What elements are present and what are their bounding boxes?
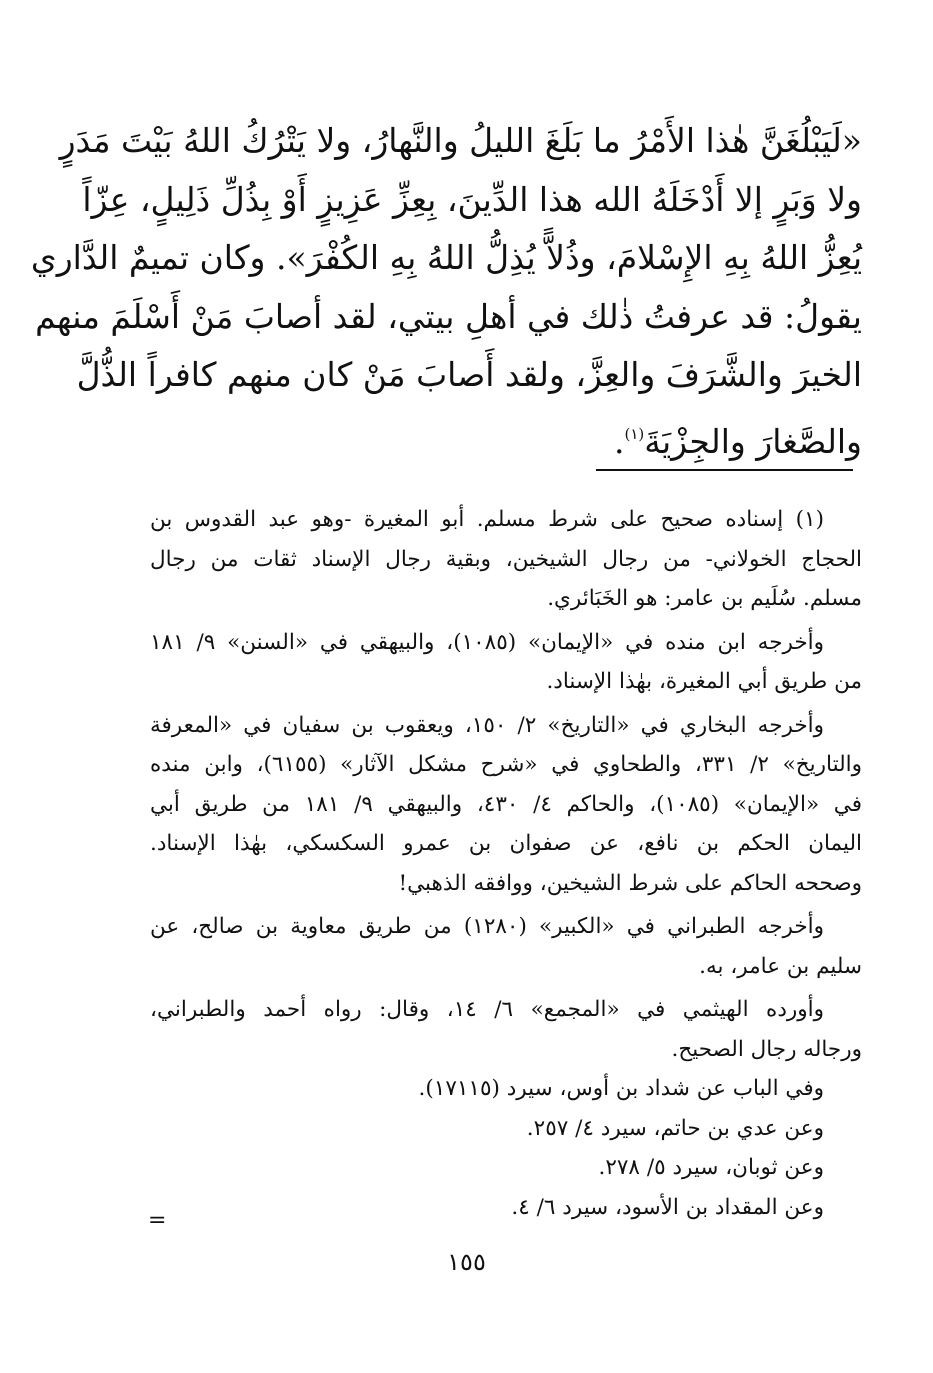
main-text-last-line — [140, 405, 862, 464]
see-also-list — [150, 1069, 862, 1227]
footnote-line: من طريق أبي المغيرة، بهٰذا الإسناد. — [546, 669, 862, 694]
footnote-line: مسلم. سُلَيم بن عامر: هو الخَبَائري. — [547, 586, 862, 611]
footnote-line: اليمان الحكم بن نافع، عن صفوان بن عمرو السكسكي، بهٰذا الإسناد. — [150, 831, 862, 856]
footnote-line: وأخرجه البخاري في «التاريخ» ٢/ ١٥٠، ويعقوب بن سفيان في «المعرفة — [150, 712, 824, 738]
main-text-line: يقولُ: قد عرفتُ ذٰلك في أهلِ بيتي، لقد أصابَ مَنْ أَسْلَمَ منهم — [35, 296, 862, 336]
footnote-paragraph — [150, 500, 862, 619]
footnote-line: والتاريخ» ٢/ ٣٣١، والطحاوي في «شرح مشكل الآثار» (٦١٥٥)، وابن منده — [150, 752, 862, 777]
footnote-paragraph — [150, 907, 862, 986]
footnote-line: وأورده الهيثمي في «المجمع» ٦/ ١٤، وقال: رواه أحمد والطبراني، — [150, 997, 825, 1022]
main-text-line: يُعِزُّ اللهُ بِهِ الإِسْلامَ، وذُلاًّ يُذِلُّ اللهُ بِهِ الكُفْرَ». وكان تميمٌ الدَّاري — [30, 238, 862, 277]
footnote-reference: (١) — [624, 424, 645, 443]
footnote-line: (١) إسناده صحيح على شرط مسلم. أبو المغيرة -وهو عبد القدوس بن — [150, 507, 824, 532]
footnote-line: وأخرجه الطبراني في «الكبير» (١٢٨٠) من طريق معاوية بن صالح، عن — [150, 914, 825, 939]
main-text-line: والصَّغارَ والجِزْيَةَ — [644, 421, 862, 461]
main-text-line: ولا وَبَرٍ إلا أَدْخَلَهُ الله هذا الدِّينَ، بِعِزِّ عَزِيزٍ أَوْ بِذُلِّ ذَلِيلٍ، عِزّاً — [82, 179, 862, 219]
footnote-paragraph — [150, 990, 862, 1069]
footnotes — [150, 500, 862, 1227]
see-also-line: وفي الباب عن شداد بن أوس، سيرد (١٧١١٥). — [418, 1076, 824, 1101]
see-also-line: وعن عدي بن حاتم، سيرد ٤/ ٢٥٧. — [526, 1115, 824, 1141]
sentence-end-mark: . — [613, 421, 625, 461]
footnote-line: سليم بن عامر، به. — [699, 953, 862, 979]
footnote-separator — [596, 469, 853, 471]
main-text — [30, 112, 862, 463]
footnote-line: وصححه الحاكم على شرط الشيخين، ووافقه الذهبي! — [398, 870, 862, 896]
main-text-line: «لَيَبْلُغَنَّ هٰذا الأَمْرُ ما بَلَغَ الليلُ والنَّهارُ، ولا يَتْرُكُ اللهُ بَيْتَ مَدَرٍ — [59, 121, 862, 160]
footnote-line: الحجاج الخولاني- من رجال الشيخين، وبقية رجال الإسناد ثقات من رجال — [150, 546, 862, 572]
footnote-line: ورجاله رجال الصحيح. — [671, 1036, 862, 1062]
footnote-line: وأخرجه ابن منده في «الإيمان» (١٠٨٥)، والبيهقي في «السنن» ٩/ ١٨١ — [150, 629, 824, 655]
page-number: ١٥٥ — [447, 1248, 486, 1276]
footnote-line: في «الإيمان» (١٠٨٥)، والحاكم ٤/ ٤٣٠، والبيهقي ٩/ ١٨١ من طريق أبي — [150, 791, 862, 817]
see-also-line: وعن المقداد بن الأسود، سيرد ٦/ ٤. — [511, 1194, 824, 1220]
footnote-paragraph — [150, 706, 862, 904]
see-also-line: وعن ثوبان، سيرد ٥/ ٢٧٨. — [598, 1155, 824, 1180]
continuation-mark: = — [148, 1208, 167, 1233]
footnote-paragraph — [150, 623, 862, 702]
main-text-line: الخيرَ والشَّرَفَ والعِزَّ، ولقد أَصابَ مَنْ كان منهم كافراً الذُّلَّ — [76, 355, 862, 394]
